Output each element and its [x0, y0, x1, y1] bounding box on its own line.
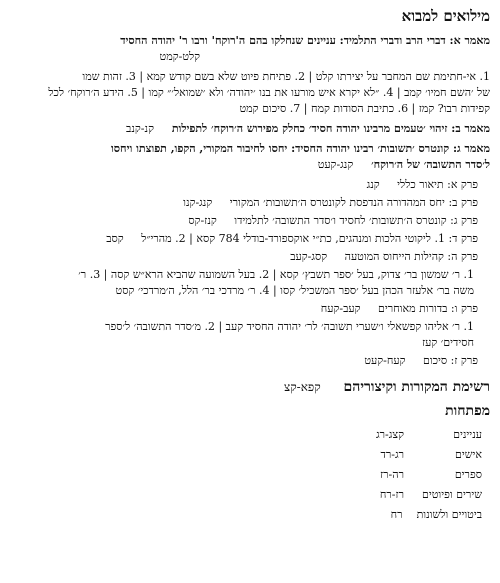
chapter-3-text: פרק ג: קונטרס ה׳תשובות׳ לחסיד ו׳סדר התשובה׳ לתלמידו: [234, 214, 478, 227]
index-item-books: [380, 468, 482, 483]
chapter-4: [8, 232, 478, 247]
chapter-1: [8, 178, 478, 193]
sources-pages: קפא-קצ: [283, 380, 321, 394]
essay-a-pages: קלט-קמט: [159, 50, 200, 63]
essay-c-title-2: ל׳סדר התשובה׳ של ה׳רוקח׳: [371, 158, 490, 171]
index-item-people: [381, 448, 482, 463]
index-label: ספרים: [454, 468, 482, 481]
chapter-6-pages: קעב-קעח: [320, 302, 361, 315]
chapter-2: [8, 196, 478, 211]
index-label: אישים: [454, 448, 482, 461]
essay-a-line-3: קפידות רבו? קמז | 6. כתיבת הסודות קמח | 7. סיכום קמט: [239, 102, 490, 115]
indexes-heading: מפתחות: [445, 403, 490, 419]
index-pages: רח: [390, 508, 403, 521]
chapter-5-text: פרק ה: קהילות הייחוס המוטעה: [344, 250, 478, 263]
chapter-5-sub-1: 1. ר׳ שמשון בר׳ צדוק, בעל ׳ספר תשבץ׳ קסא | 2. בעל השמועה שהביא הרא״ש קסה | 3. ר׳: [78, 268, 474, 281]
chapter-7: [8, 354, 478, 369]
index-label: עניינים: [453, 428, 482, 441]
index-label: ביטויים ולשונות: [416, 508, 482, 521]
chapter-7-pages: קעח-קעט: [364, 354, 406, 367]
sources-heading: [284, 378, 490, 397]
chapter-2-text: פרק ב: יחס המהדורה הנדפסת לקונטרס ה׳תשובות׳ המקורי: [229, 196, 478, 209]
essay-b-title: מאמר ב: זיהוי ׳טעמים מרבינו יהודה חסיד׳ כחלק מפירוש ה׳רוקח׳ לתפילות: [171, 122, 490, 135]
chapter-5-sub-2: משה בר׳ אלעזר הכהן בעל ׳ספר המשכיל׳ קסו | 4. ר׳ מרדכי בר׳ הלל, ה׳מרדכי׳ קסט: [115, 284, 474, 297]
essay-c-heading-1: מאמר ג: קונטרס ׳תשובות׳ רבינו יהודה החסיד: יחסו לחיבור המקורי, הקפו, תפוצתו ויחסו: [110, 142, 490, 155]
index-pages: רה-רז: [380, 468, 404, 481]
chapter-6-text: פרק ו: בדורות מאוחרים: [378, 302, 478, 315]
chapter-2-pages: קנג-קנו: [183, 196, 213, 209]
index-label: שירים ופיוטים: [422, 488, 482, 501]
essay-a-line-2: של ׳השם חמיו׳ קמב | 4. ״לא יקרא איש מורעו את בנו ׳יהודה׳ ולא ׳שמואל׳״ קמו | 5. הידע ה׳רוקח׳ לכל: [48, 86, 490, 99]
chapter-4-pages: קסב: [106, 232, 124, 245]
chapter-3-pages: קנז-קס: [188, 214, 217, 227]
essay-c-pages: קנג-קעט: [317, 158, 354, 171]
chapter-6-sub-2: חסידים׳ קעז: [422, 336, 474, 349]
index-item-poems: [380, 488, 482, 503]
chapter-1-pages: קנג: [366, 178, 380, 191]
essay-b-pages: קנ-קנב: [126, 122, 154, 135]
essay-b-heading: [8, 122, 490, 137]
chapter-3: [8, 214, 478, 229]
chapter-5-pages: קסג-קעב: [290, 250, 328, 263]
index-pages: רג-רד: [380, 448, 404, 461]
index-pages: קצג-רג: [375, 428, 404, 441]
index-item-phrases: [391, 508, 482, 523]
essay-a-heading: [8, 34, 490, 49]
index-pages: רז-רח: [379, 488, 404, 501]
essay-c-heading-2: [8, 158, 490, 173]
chapter-5: [8, 250, 478, 265]
page-title: מילואים למבוא: [401, 7, 490, 25]
chapter-6: [8, 302, 478, 317]
essay-a-line-1: 1. אי-חתימת שם המחבר על יצירתו קלט | 2. פתיחת פיוט שלא בשם קודש קמא | 3. זהות שמו: [82, 70, 490, 83]
chapter-6-sub-1: 1. ר׳ אליהו קפשאלי ו׳שערי תשובה׳ לר׳ יהודה החסיד קעב | 2. מ׳סדר התשובה׳ ל׳ספר: [105, 320, 474, 333]
chapter-4-text: פרק ד: 1. ליקוטי הלכות ומנהגים, כת״י אוקספורד-בודלי 784 קסא | 2. מהרי״ל: [141, 232, 478, 245]
sources-title: רשימת המקורות וקיצוריהם: [343, 379, 490, 395]
chapter-1-text: פרק א: תיאור כללי: [397, 178, 478, 191]
essay-a-title: מאמר א: דברי הרב ודברי התלמיד: עניינים שנחלקו בהם ה'רוקח' ורבו ר' יהודה החסיד: [120, 34, 490, 47]
index-item-topics: [376, 428, 482, 443]
chapter-7-text: פרק ז: סיכום: [422, 354, 478, 367]
